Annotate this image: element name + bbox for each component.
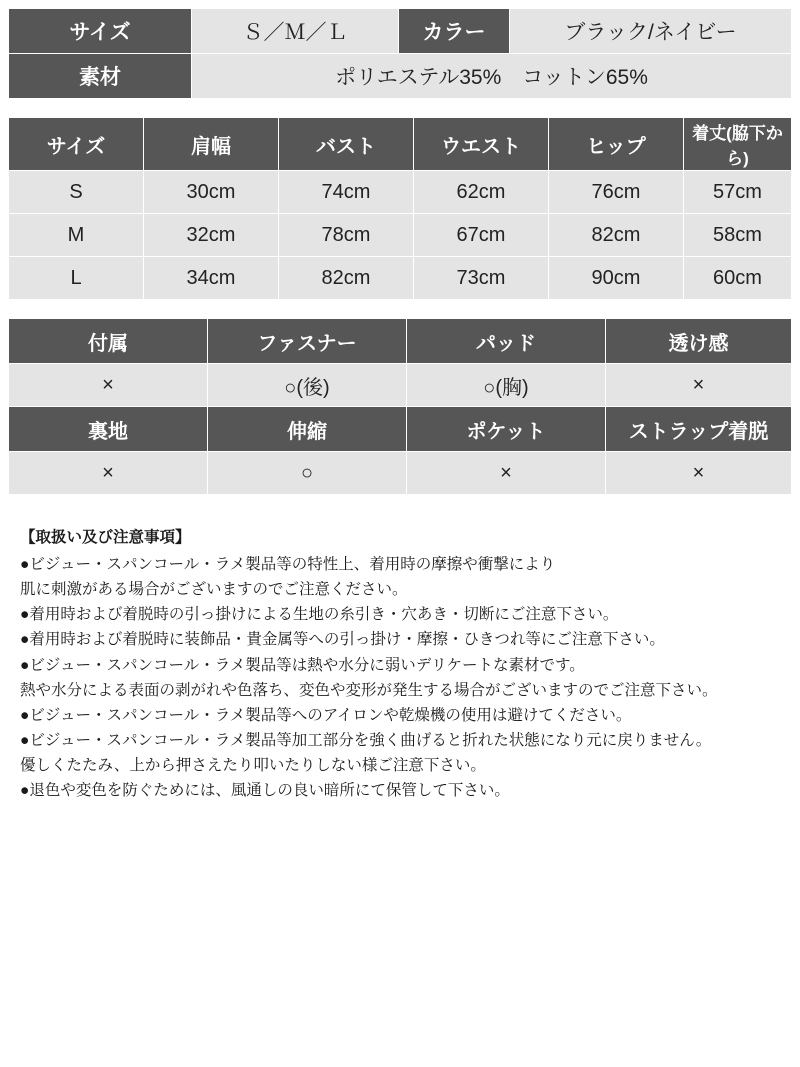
feature-value-sheerness: × bbox=[606, 364, 792, 407]
care-note-line: ●着用時および着脱時の引っ掛けによる生地の糸引き・穴あき・切断にご注意下さい。 bbox=[20, 606, 619, 624]
size-cell-l-waist: 73cm bbox=[414, 257, 549, 300]
care-note-line: 肌に刺激がある場合がございますのでご注意ください。 bbox=[20, 581, 408, 599]
spec-size-label: サイズ bbox=[9, 9, 192, 54]
size-cell-l-hip: 90cm bbox=[549, 257, 684, 300]
size-cell-s-bust: 74cm bbox=[279, 171, 414, 214]
size-col-header-shoulder: 肩幅 bbox=[144, 118, 279, 171]
feature-header-pocket: ポケット bbox=[407, 407, 606, 452]
spec-material-label: 素材 bbox=[9, 54, 192, 99]
care-notes bbox=[8, 495, 792, 803]
feature-value-lining: × bbox=[9, 452, 208, 495]
feature-table bbox=[8, 318, 792, 495]
feature-header-stretch: 伸縮 bbox=[208, 407, 407, 452]
size-col-header-length: 着丈(脇下から) bbox=[684, 118, 792, 171]
size-row-label-m: M bbox=[9, 214, 144, 257]
table-row bbox=[9, 257, 792, 300]
size-col-header-size: サイズ bbox=[9, 118, 144, 171]
feature-value-accessory: × bbox=[9, 364, 208, 407]
feature-header-accessory: 付属 bbox=[9, 319, 208, 364]
spec-material-value: ポリエステル35% コットン65% bbox=[192, 54, 792, 99]
care-notes-title: 【取扱い及び注意事項】 bbox=[20, 529, 191, 546]
care-note-line: 熱や水分による表面の剥がれや色落ち、変色や変形が発生する場合がございますのでご注意下さい。 bbox=[20, 681, 718, 699]
feature-header-sheerness: 透け感 bbox=[606, 319, 792, 364]
care-note-line: ●着用時および着脱時に装飾品・貴金属等への引っ掛け・摩擦・ひきつれ等にご注意下さい。 bbox=[20, 631, 665, 649]
care-note-line: ●ビジュー・スパンコール・ラメ製品等へのアイロンや乾燥機の使用は避けてください。 bbox=[20, 706, 632, 724]
spec-table bbox=[8, 8, 792, 99]
table-header-row bbox=[9, 319, 792, 364]
spec-size-value: Ｓ／Ｍ／Ｌ bbox=[192, 9, 399, 54]
care-note-line: ●ビジュー・スパンコール・ラメ製品等加工部分を強く曲げると折れた状態になり元に戻りません。 bbox=[20, 731, 712, 749]
size-cell-m-shoulder: 32cm bbox=[144, 214, 279, 257]
size-col-header-waist: ウエスト bbox=[414, 118, 549, 171]
feature-value-strap-detach: × bbox=[606, 452, 792, 495]
feature-value-pad: ○(胸) bbox=[407, 364, 606, 407]
size-cell-m-bust: 78cm bbox=[279, 214, 414, 257]
table-header-row bbox=[9, 407, 792, 452]
feature-header-lining: 裏地 bbox=[9, 407, 208, 452]
size-cell-s-length: 57cm bbox=[684, 171, 792, 214]
table-row bbox=[9, 452, 792, 495]
table-header-row bbox=[9, 118, 792, 171]
size-cell-m-waist: 67cm bbox=[414, 214, 549, 257]
care-note-line: 優しくたたみ、上から押さえたり叩いたりしない様ご注意下さい。 bbox=[20, 756, 486, 774]
table-row bbox=[9, 171, 792, 214]
size-cell-l-shoulder: 34cm bbox=[144, 257, 279, 300]
size-cell-s-shoulder: 30cm bbox=[144, 171, 279, 214]
feature-header-pad: パッド bbox=[407, 319, 606, 364]
size-cell-m-hip: 82cm bbox=[549, 214, 684, 257]
size-col-header-bust: バスト bbox=[279, 118, 414, 171]
size-cell-l-length: 60cm bbox=[684, 257, 792, 300]
care-note-line: ●ビジュー・スパンコール・ラメ製品等は熱や水分に弱いデリケートな素材です。 bbox=[20, 656, 585, 674]
size-row-label-l: L bbox=[9, 257, 144, 300]
feature-value-stretch: ○ bbox=[208, 452, 407, 495]
care-note-line: ●ビジュー・スパンコール・ラメ製品等の特性上、着用時の摩擦や衝撃により bbox=[20, 556, 556, 574]
table-row bbox=[9, 54, 792, 99]
spacer bbox=[8, 99, 792, 117]
table-row bbox=[9, 214, 792, 257]
size-col-header-hip: ヒップ bbox=[549, 118, 684, 171]
feature-header-strap-detach: ストラップ着脱 bbox=[606, 407, 792, 452]
feature-value-pocket: × bbox=[407, 452, 606, 495]
size-cell-s-waist: 62cm bbox=[414, 171, 549, 214]
table-row bbox=[9, 9, 792, 54]
size-row-label-s: S bbox=[9, 171, 144, 214]
table-row bbox=[9, 364, 792, 407]
size-table bbox=[8, 117, 792, 300]
feature-header-zipper: ファスナー bbox=[208, 319, 407, 364]
size-cell-l-bust: 82cm bbox=[279, 257, 414, 300]
care-note-line: ●退色や変色を防ぐためには、風通しの良い暗所にて保管して下さい。 bbox=[20, 782, 510, 800]
spacer bbox=[8, 300, 792, 318]
feature-value-zipper: ○(後) bbox=[208, 364, 407, 407]
spec-color-label: カラー bbox=[399, 9, 510, 54]
size-cell-m-length: 58cm bbox=[684, 214, 792, 257]
size-cell-s-hip: 76cm bbox=[549, 171, 684, 214]
spec-color-value: ブラック/ネイビー bbox=[510, 9, 792, 54]
